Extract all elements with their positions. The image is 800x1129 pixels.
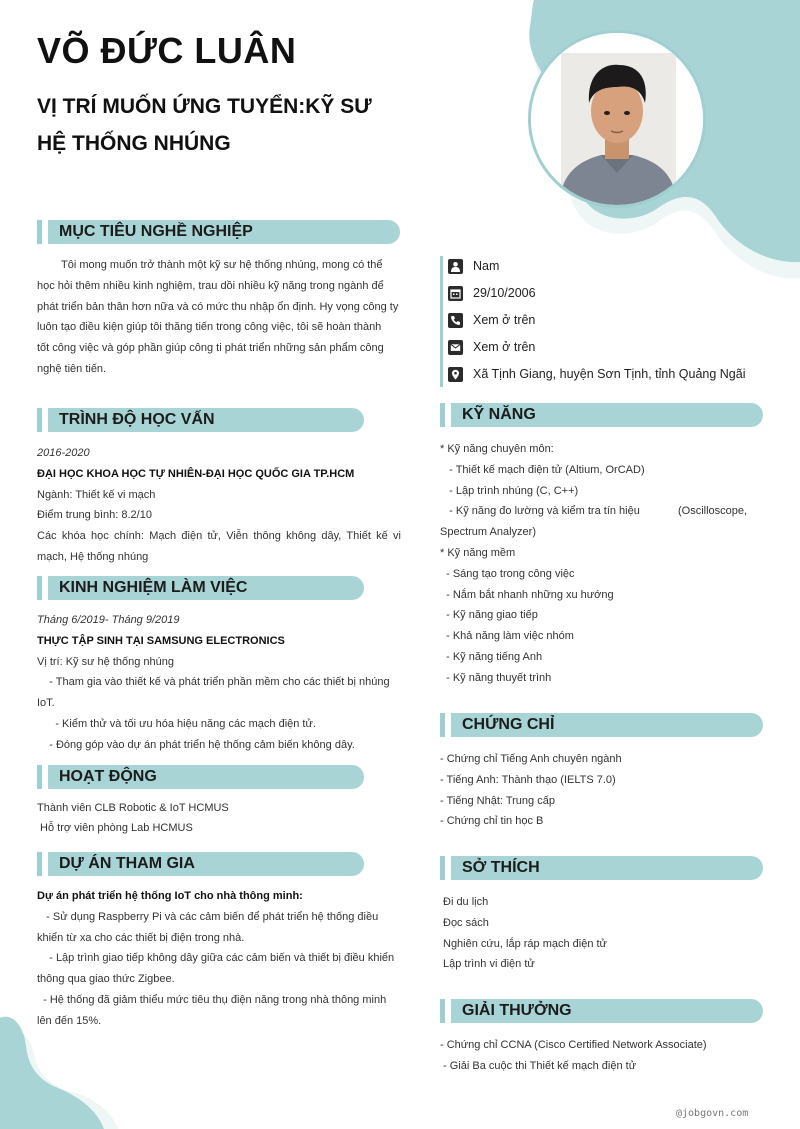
- education-courses-line: mạch, Hệ thống nhúng: [37, 550, 149, 563]
- education-gpa: Điểm trung bình: 8.2/10: [37, 509, 152, 522]
- objective-title: MỤC TIÊU NGHỀ NGHIỆP: [59, 223, 253, 240]
- certificate-item: - Tiếng Nhật: Trung cấp: [440, 794, 555, 807]
- education-major: Ngành: Thiết kế vi mạch: [37, 488, 156, 501]
- skill-line: * Kỹ năng mềm: [440, 546, 516, 559]
- section-certificates: [440, 713, 763, 737]
- profile-photo: [528, 30, 706, 208]
- skill-line: - Sáng tạo trong công việc: [440, 567, 575, 580]
- birthday-value: 29/10/2006: [473, 286, 536, 300]
- candidate-name: VÕ ĐỨC LUÂN: [37, 30, 297, 71]
- hobby-item: Nghiên cứu, lắp ráp mạch điện tử: [443, 937, 607, 950]
- section-awards: [440, 999, 763, 1023]
- skill-line: - Kỹ năng tiếng Anh: [440, 650, 543, 663]
- certificate-item: - Tiếng Anh: Thành thạo (IELTS 7.0): [440, 773, 616, 786]
- section-activities: [37, 765, 364, 789]
- experience-role: Vị trí: Kỹ sư hệ thống nhúng: [37, 655, 175, 668]
- skill-line: - Thiết kế mạch điện tử (Altium, OrCAD): [440, 463, 645, 476]
- certificate-item: - Chứng chỉ tin học B: [440, 815, 544, 828]
- objective-line: phát triển bản thân hơn nữa và có mức thu nhập ổn định. Hy vọng công ty: [37, 300, 399, 313]
- experience-company: THỰC TẬP SINH TẠI SAMSUNG ELECTRONICS: [37, 634, 285, 647]
- project-name: Dự án phát triển hệ thống IoT cho nhà thông minh:: [37, 890, 303, 902]
- person-icon: [448, 259, 463, 274]
- education-content: [37, 443, 401, 568]
- award-item: - Giải Ba cuộc thi Thiết kế mạch điện tử: [440, 1059, 637, 1072]
- skill-line: - Kỹ năng giao tiếp: [440, 609, 538, 622]
- project-line: khiển từ xa cho các thiết bị điện trong nhà.: [37, 931, 245, 944]
- desired-position: [37, 88, 417, 162]
- certificates-title: CHỨNG CHỈ: [462, 716, 555, 733]
- phone-icon: [448, 313, 463, 328]
- position-line-2: HỆ THỐNG NHÚNG: [37, 132, 231, 155]
- activity-item: Thành viên CLB Robotic & IoT HCMUS: [37, 802, 229, 814]
- section-skills: [440, 403, 763, 427]
- mail-icon: [448, 340, 463, 355]
- awards-list: [440, 1035, 760, 1077]
- skill-line: - Kỹ năng đo lường và kiểm tra tín hiệu: [440, 505, 640, 518]
- email-value: Xem ở trên: [473, 340, 536, 354]
- contact-gender: [448, 255, 499, 277]
- location-icon: [448, 367, 463, 382]
- section-hobbies: [440, 856, 763, 880]
- education-period: 2016-2020: [37, 447, 90, 459]
- contact-birthday: [448, 282, 536, 304]
- education-title: TRÌNH ĐỘ HỌC VẤN: [59, 411, 215, 428]
- skill-line: - Kỹ năng thuyết trình: [440, 671, 552, 684]
- experience-duty: - Đóng góp vào dự án phát triển hệ thống cảm biến không dây.: [37, 738, 355, 751]
- certificates-list: [440, 749, 760, 832]
- skill-line: * Kỹ năng chuyên môn:: [440, 443, 554, 455]
- experience-period: Tháng 6/2019- Tháng 9/2019: [37, 614, 180, 626]
- awards-title: GIẢI THƯỞNG: [462, 1002, 572, 1019]
- position-line-1: VỊ TRÍ MUỐN ỨNG TUYỂN:KỸ SƯ: [37, 95, 372, 118]
- projects-content: [37, 886, 401, 1032]
- objective-line: học hỏi thêm nhiều kinh nghiệm, trau dồi nhiều kỹ năng trong ngành để: [37, 279, 384, 292]
- project-line: lên đến 15%.: [37, 1014, 102, 1027]
- project-line: - Hệ thống đã giảm thiểu mức tiêu thụ điện năng trong nhà thông minh: [37, 993, 387, 1006]
- hobby-item: Đi du lịch: [443, 896, 489, 908]
- contact-address: [448, 363, 746, 385]
- hobby-item: Đọc sách: [443, 916, 489, 929]
- contact-phone: [448, 309, 535, 331]
- contact-email: [448, 336, 535, 358]
- skills-title: KỸ NĂNG: [462, 406, 536, 423]
- experience-duty: - Kiểm thử và tối ưu hóa hiệu năng các mạch điện tử.: [37, 717, 316, 730]
- projects-title: DỰ ÁN THAM GIA: [59, 855, 195, 872]
- skill-line: - Khả năng làm việc nhóm: [440, 630, 574, 643]
- section-objective: [37, 220, 400, 244]
- objective-line: Tôi mong muốn trở thành một kỹ sư hệ thống nhúng, mong có thể: [61, 259, 383, 271]
- activity-item: Hỗ trợ viên phòng Lab HCMUS: [37, 821, 193, 834]
- education-school: ĐẠI HỌC KHOA HỌC TỰ NHIÊN-ĐẠI HỌC QUỐC GIA TP.HCM: [37, 467, 355, 480]
- experience-duty: IoT.: [37, 697, 55, 710]
- objective-text: [37, 255, 402, 380]
- skill-line: Spectrum Analyzer): [440, 526, 536, 539]
- experience-title: KINH NGHIỆM LÀM VIỆC: [59, 579, 248, 596]
- address-value: Xã Tịnh Giang, huyện Sơn Tịnh, tỉnh Quảng Ngãi: [473, 367, 746, 381]
- experience-duty: - Tham gia vào thiết kế và phát triển phần mềm cho các thiết bị nhúng: [37, 676, 390, 689]
- skills-content: [440, 439, 760, 689]
- project-line: thông qua giao thức Zigbee.: [37, 973, 175, 986]
- hobbies-list: [443, 892, 763, 975]
- calendar-icon: [448, 286, 463, 301]
- hobbies-title: SỞ THÍCH: [462, 859, 540, 876]
- objective-line: nghệ tiên tiến.: [37, 362, 107, 375]
- hobby-item: Lập trình vi điện tử: [443, 958, 535, 971]
- project-line: - Lập trình giao tiếp không dây giữa các cảm biến và thiết bị điều khiển: [37, 952, 395, 965]
- objective-line: luôn tạo điều kiện giúp tôi thăng tiến trong công việc, tôi sẽ hoàn thành: [37, 321, 382, 334]
- skill-line: (Oscilloscope,: [678, 505, 748, 518]
- section-experience: [37, 576, 364, 600]
- skill-line: - Lập trình nhúng (C, C++): [440, 484, 579, 497]
- award-item: - Chứng chỉ CCNA (Cisco Certified Network Associate): [440, 1039, 707, 1051]
- gender-value: Nam: [473, 259, 500, 273]
- objective-line: tốt công việc và góp phần giúp công ti phát triển những sản phẩm công: [37, 342, 384, 355]
- skill-line: - Nắm bắt nhanh những xu hướng: [440, 588, 614, 601]
- activities-list: [37, 799, 401, 838]
- phone-value: Xem ở trên: [473, 313, 536, 327]
- experience-content: [37, 610, 401, 756]
- section-projects: [37, 852, 364, 876]
- section-education: [37, 408, 364, 432]
- education-courses-line: Các khóa học chính: Mạch điện tử, Viễn thông không dây, Thiết kế vi: [37, 530, 401, 543]
- watermark: @jobgovn.com: [676, 1108, 749, 1119]
- project-line: - Sử dụng Raspberry Pi và các cảm biến để phát triển hệ thống điều: [37, 910, 379, 923]
- activities-title: HOẠT ĐỘNG: [59, 768, 157, 785]
- certificate-item: - Chứng chỉ Tiếng Anh chuyên ngành: [440, 753, 622, 765]
- skill-line-measure: [440, 501, 760, 522]
